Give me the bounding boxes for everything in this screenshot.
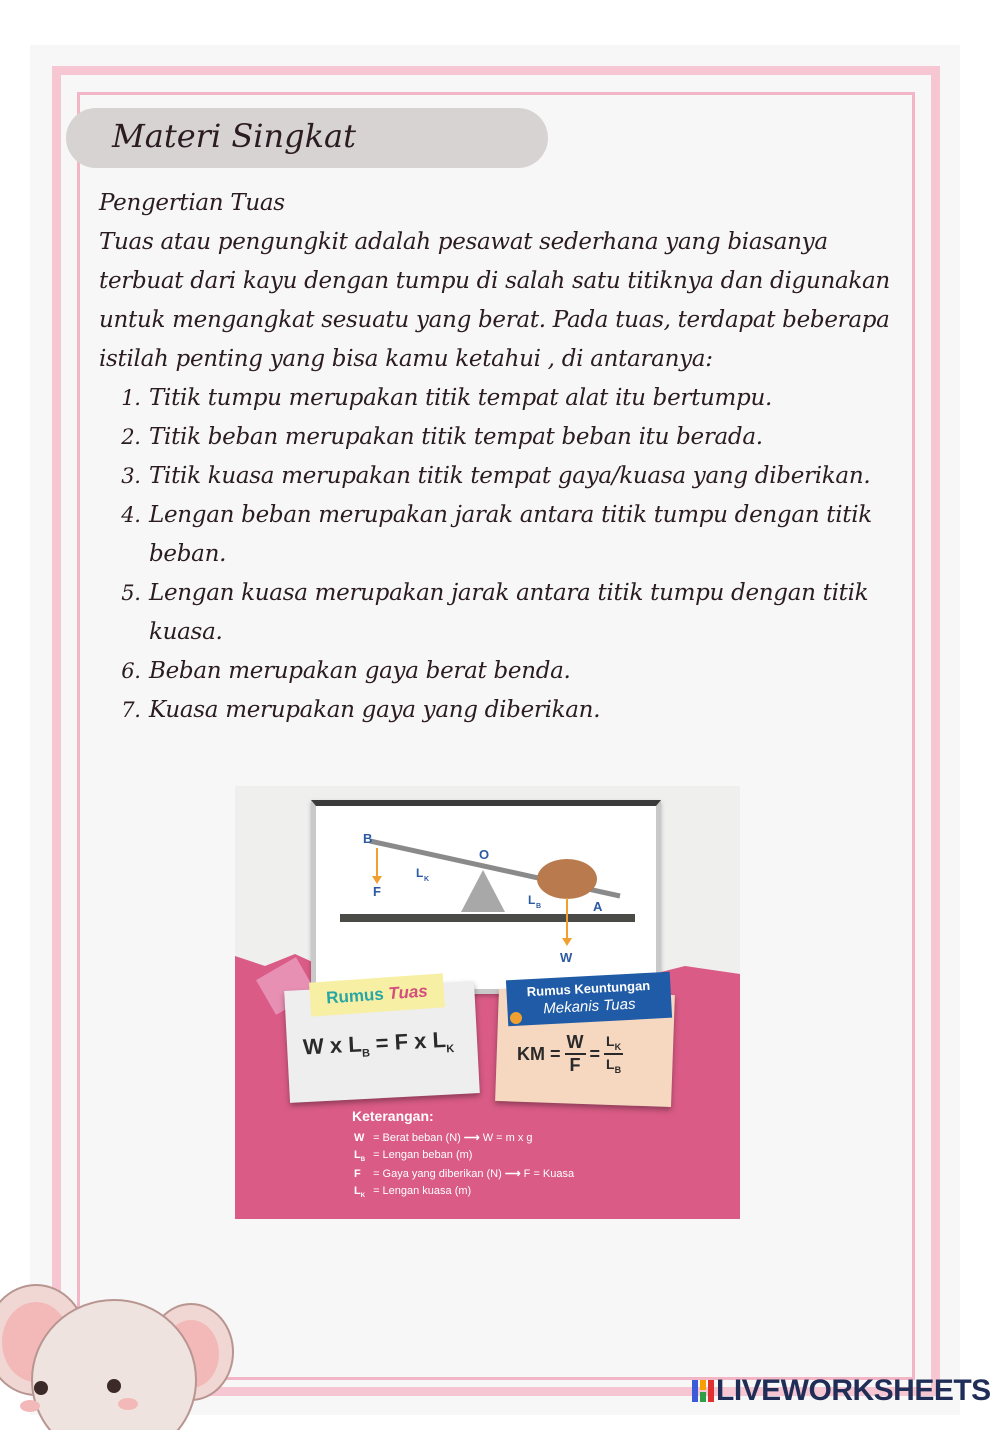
ket-text: = Lengan beban (m) <box>373 1149 473 1161</box>
ket-text: = Berat beban (N) <box>373 1132 461 1144</box>
ket-extra: F = Kuasa <box>523 1168 575 1180</box>
formula-km <box>517 1032 667 1076</box>
list-item: 3. Titik kuasa merupakan titik tempat gaya/kuasa yang diberikan. <box>147 457 899 496</box>
list-item: 2. Titik beban merupakan titik tempat beban itu berada. <box>147 418 899 457</box>
brand-name: LIVEWORKSHEETS <box>716 1374 991 1407</box>
elephant-illustration-icon <box>0 1270 236 1430</box>
ket-symbol: W <box>354 1132 365 1144</box>
list-item: 5. Lengan kuasa merupakan jarak antara titik tumpu dengan titik kuasa. <box>147 574 899 652</box>
liveworksheets-icon <box>692 1378 714 1404</box>
label-a: A <box>593 899 603 914</box>
list-item: 4. Lengan beban merupakan jarak antara titik tumpu dengan titik beban. <box>147 496 899 574</box>
rumus-tuas-word1: Rumus <box>325 984 385 1008</box>
list-item: 7. Kuasa merupakan gaya yang diberikan. <box>147 691 899 730</box>
lesson-content <box>99 184 899 730</box>
rumus-km-line2: Mekanis Tuas <box>542 995 636 1018</box>
ket-symbol: L <box>354 1185 361 1197</box>
keterangan-row <box>354 1149 472 1163</box>
label-lk: L <box>416 866 424 880</box>
arrow-icon: ⟶ <box>463 1132 480 1144</box>
rock-load <box>537 859 597 899</box>
page-title: Materi Singkat <box>112 117 356 155</box>
label-lb: L <box>528 893 536 907</box>
fulcrum <box>461 870 505 912</box>
keterangan-title: Keterangan: <box>352 1108 434 1124</box>
pin-icon <box>510 1012 522 1024</box>
rumus-km-tag <box>506 972 672 1027</box>
formula-tuas-left: W x L <box>302 1031 363 1060</box>
intro-paragraph: Tuas atau pengungkit adalah pesawat sederhana yang biasanya terbuat dari kayu dengan tumpu di salah satu titiknya dan digunakan untuk mengangkat sesuatu yang berat. Pada tuas, terdapat beberapa istilah penting yang bisa kamu ketahui , di antaranya: <box>99 229 890 372</box>
formula-km-table <box>517 1032 623 1076</box>
label-lb-sub: B <box>536 903 542 910</box>
keterangan-row <box>354 1131 533 1144</box>
formula-tuas-sub-b: B <box>361 1047 371 1060</box>
formula-tuas-right: = F x L <box>368 1026 447 1056</box>
ket-extra: W = m x g <box>482 1132 533 1144</box>
list-item: 6. Beban merupakan gaya berat benda. <box>147 652 899 691</box>
lever-diagram <box>235 786 740 986</box>
ket-text: = Gaya yang diberikan (N) <box>373 1168 502 1180</box>
formula-km-num2: L <box>606 1033 615 1050</box>
label-f: F <box>373 884 381 899</box>
ground-bar <box>340 914 635 922</box>
ket-symbol: L <box>354 1149 361 1161</box>
arrow-icon: ⟶ <box>504 1168 521 1180</box>
label-o: O <box>479 847 490 862</box>
formula-km-den1: F <box>569 1055 581 1075</box>
ket-symbol-sub: K <box>360 1193 366 1200</box>
formula-km-den2-sub: B <box>614 1064 622 1075</box>
terms-list <box>99 379 899 730</box>
rumus-tuas-word2: Tuas <box>387 981 429 1004</box>
ket-symbol: F <box>354 1168 361 1180</box>
ket-symbol-sub: B <box>360 1157 366 1164</box>
keterangan-row <box>354 1167 574 1180</box>
keterangan-row <box>354 1185 471 1199</box>
rumus-km-line1: Rumus Keuntungan <box>526 977 651 1000</box>
label-lk-sub: K <box>424 876 430 883</box>
formula-km-eq: = <box>589 1043 601 1064</box>
formula-tuas-sub-k: K <box>446 1042 455 1056</box>
label-b: B <box>363 831 373 846</box>
list-item: 1. Titik tumpu merupakan titik tempat alat itu bertumpu. <box>147 379 899 418</box>
liveworksheets-logo[interactable] <box>692 1374 991 1408</box>
lever-infographic <box>235 786 740 1219</box>
label-w: W <box>560 950 573 965</box>
formula-km-num1: W <box>566 1032 584 1052</box>
section-heading: Pengertian Tuas <box>99 190 285 216</box>
formula-km-den2: L <box>606 1056 615 1073</box>
formula-km-label: KM = <box>517 1043 561 1064</box>
formula-km-num2-sub: K <box>614 1041 622 1052</box>
ket-text: = Lengan kuasa (m) <box>373 1185 472 1197</box>
